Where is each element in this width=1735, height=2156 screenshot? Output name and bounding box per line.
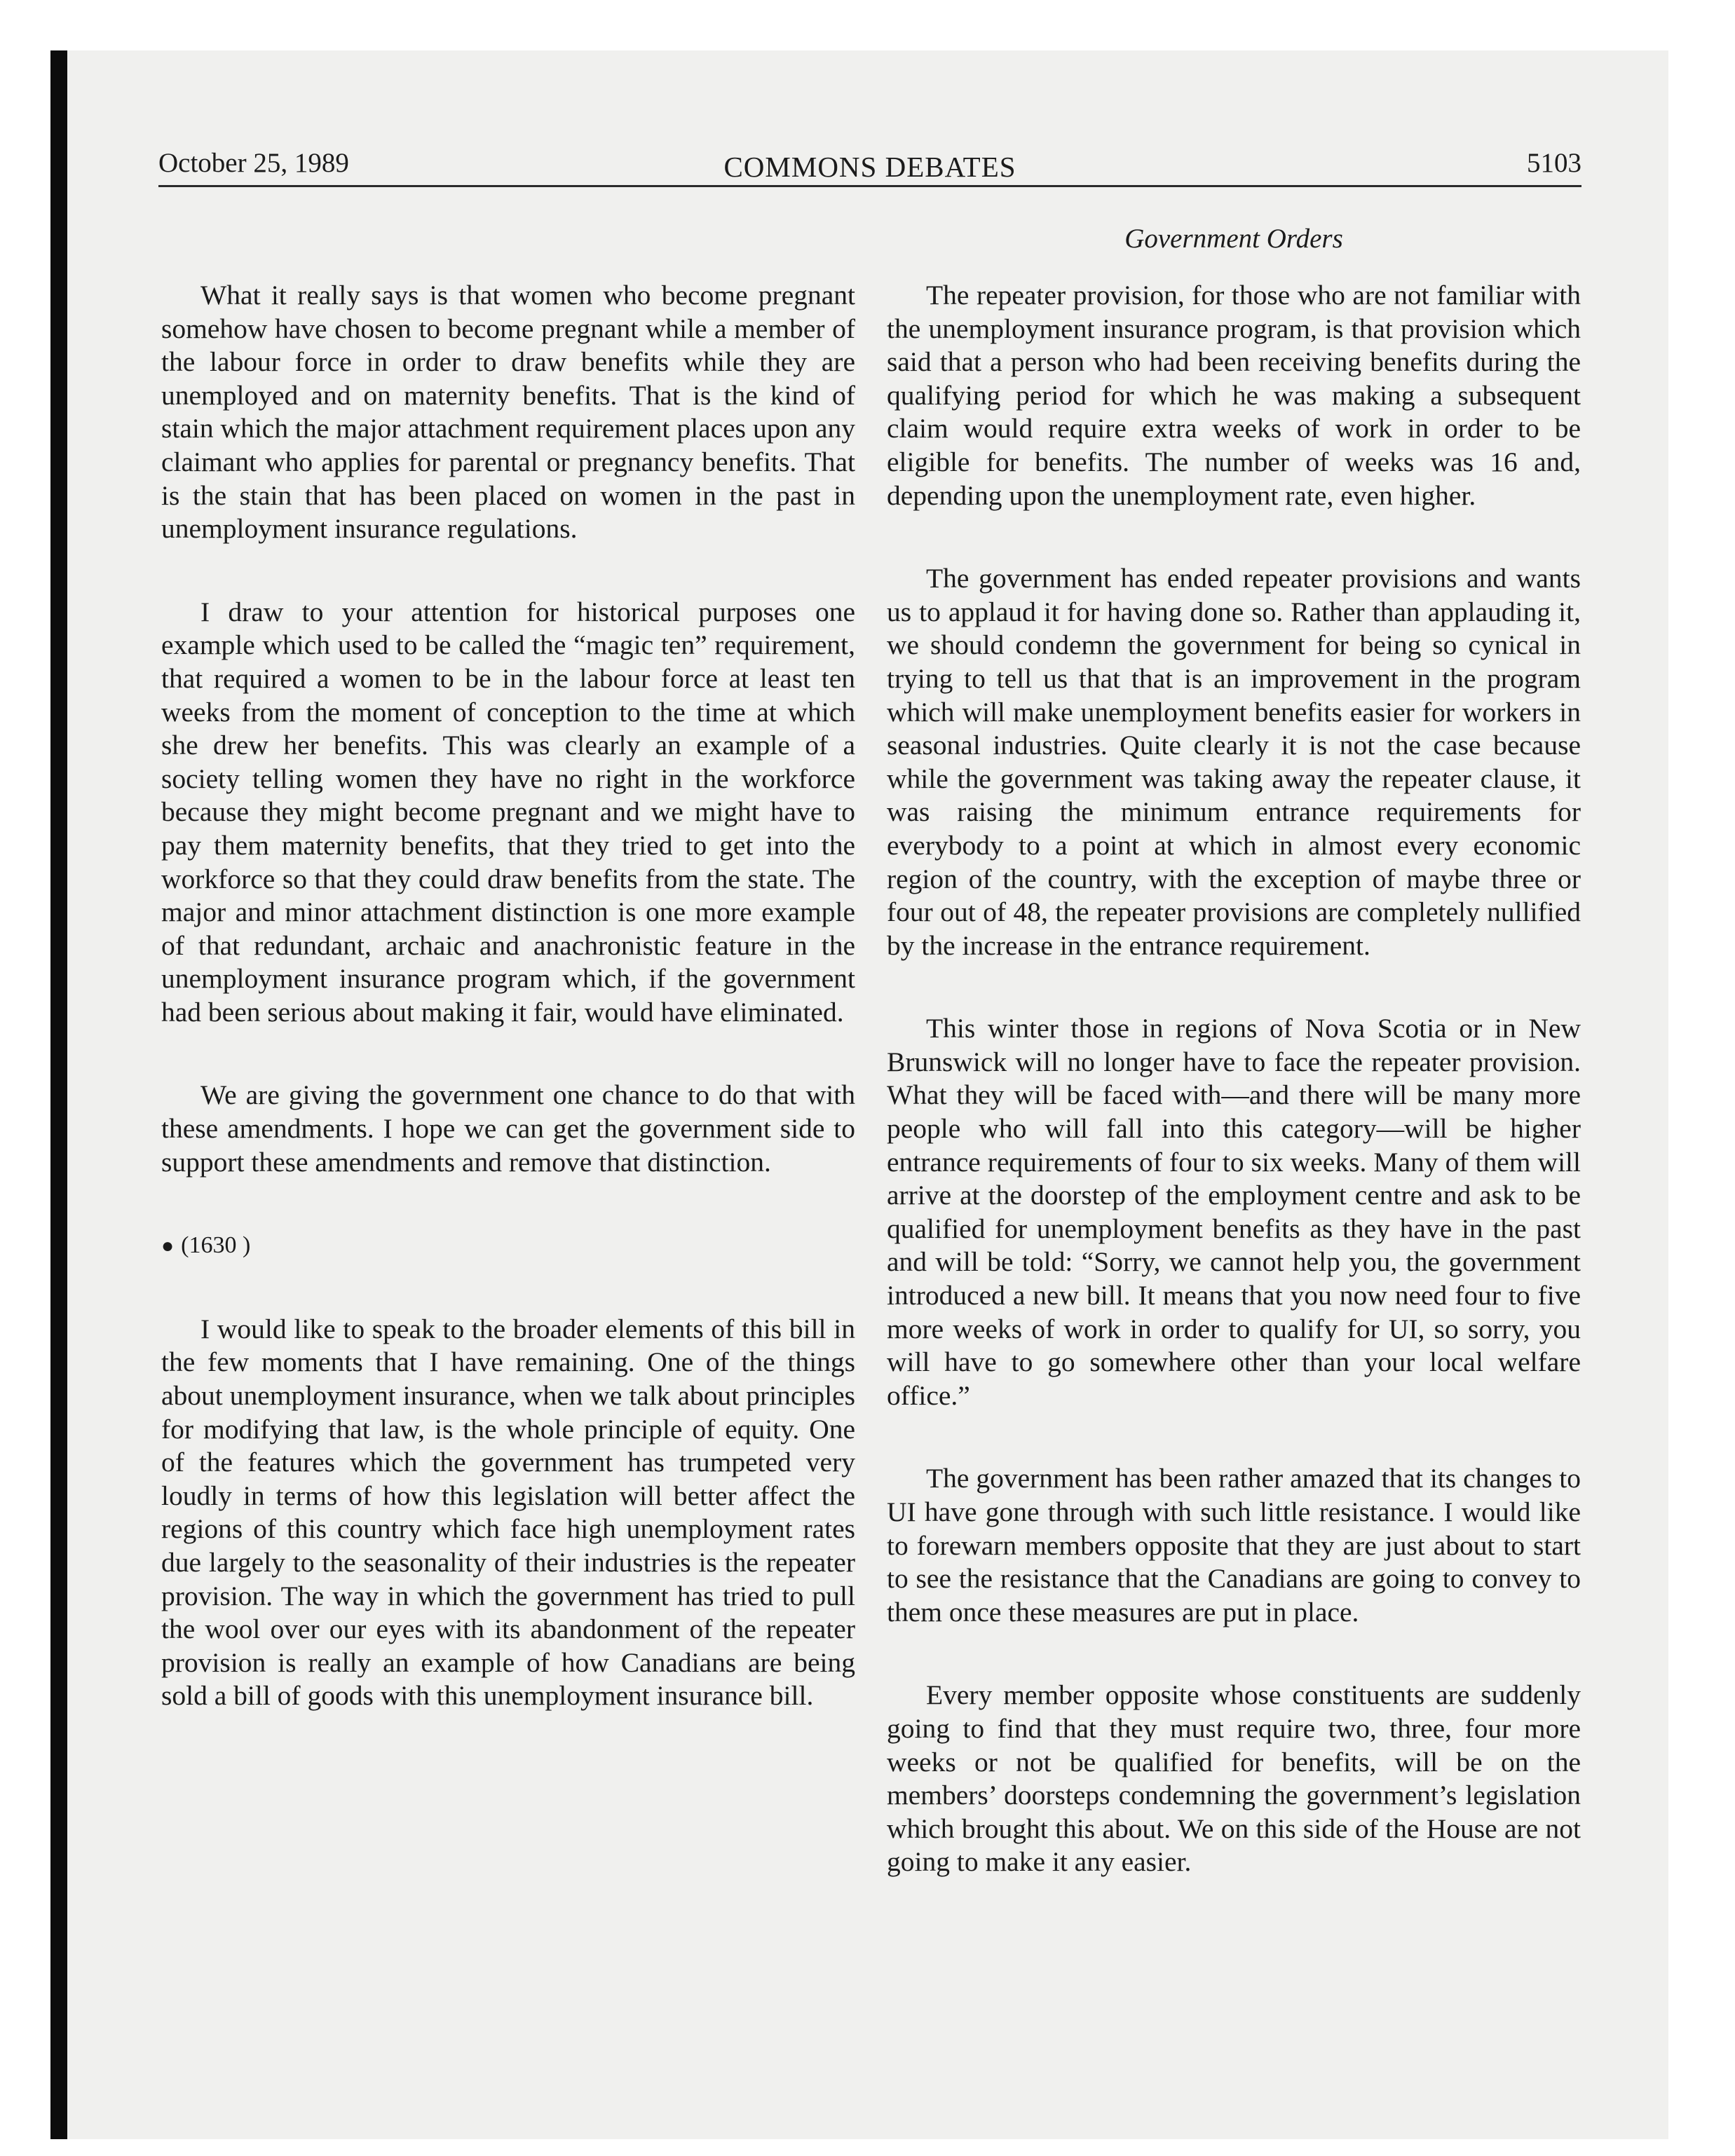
paragraph: The repeater provision, for those who are not familiar with the unemployment insurance program, is that provision which said that a person who had been receiving benefits during the qualifying period for which he was making a subsequent claim would require extra weeks of work in order to be eligible for benefits. The number of weeks was 16 and, depending upon the unemployment rate, even higher. (887, 280, 1581, 511)
scan-edge (50, 50, 67, 2139)
paragraph: We are giving the government one chance to do that with these amendments. I hope we can get the government side to support these amendments and remove that distinction. (161, 1079, 855, 1178)
header-rule (158, 185, 1581, 187)
header-title: COMMONS DEBATES (723, 151, 1016, 183)
bullet-icon: ● (161, 1234, 175, 1258)
page-number: 5103 (1527, 148, 1581, 178)
paragraph: What it really says is that women who become pregnant somehow have chosen to become pregnant while a member of the labour force in order to draw benefits while they are unemployed and on maternity benefits. That is the kind of stain which the major attachment requirement places upon any claimant who applies for parental or pregnancy benefits. That is the stain that has been placed on women in the past in unemployment insurance regulations. (161, 280, 855, 545)
right-column (887, 279, 1581, 1929)
paragraph: Every member opposite whose constituents are suddenly going to find that they must require two, three, four more weeks or not be qualified for benefits, will be on the members’ doorsteps condemning the government’s legislation which brought this about. We on this side of the House are not going to make it any easier. (887, 1679, 1581, 1878)
header-date: October 25, 1989 (158, 148, 349, 178)
paragraph: The government has been rather amazed that its changes to UI have gone through with such little resistance. I would like to forewarn members opposite that they are just about to start to see the resistance that the Canadians are going to convey to them once these measures are put in place. (887, 1463, 1581, 1628)
left-column (161, 279, 855, 1763)
page-header (158, 140, 1581, 189)
paragraph: I would like to speak to the broader elements of this bill in the few moments that I have remaining. One of the things about unemployment insurance, when we talk about principles for modifying that law, is the whole principle of equity. One of the features which the government has trumpeted very loudly in terms of how this legislation will better affect the regions of this country which face high unemployment rates due largely to the seasonality of their industries is the repeater provision. The way in which the government has tried to pull the wool over our eyes with its abandonment of the repeater provision is really an example of how Canadians are being sold a bill of goods with this unemployment insurance bill. (161, 1313, 855, 1712)
time-marker-text: (1630 ) (181, 1232, 251, 1259)
paragraph: This winter those in regions of Nova Scotia or in New Brunswick will no longer have to face the repeater provision. What they will be faced with—and there will be many more people who will fall into this category—will be higher entrance requirements of four to six weeks. Many of them will arrive at the doorstep of the employment centre and ask to be qualified for unemployment benefits as they have in the past and will be told: “Sorry, we cannot help you, the government introduced a new bill. It means that you now need four to five more weeks of work in order to qualify for UI, so sorry, you will have to go somewhere other than your local welfare office.” (887, 1013, 1581, 1411)
time-marker (161, 1229, 855, 1263)
paragraph: The government has ended repeater provisions and wants us to applaud it for having done so. Rather than applauding it, we should condemn the government for being so cynical in trying to tell us that that is an improvement in the program which will make unemployment benefits easier for workers in seasonal industries. Quite clearly it is not the case because while the government was taking away the repeater clause, it was raising the minimum entrance requirements for everybody to a point at which in almost every economic region of the country, with the exception of maybe three or four out of 48, the repeater provisions are completely nullified by the increase in the entrance requirement. (887, 563, 1581, 961)
section-title: Government Orders (1124, 224, 1343, 254)
paragraph: I draw to your attention for historical purposes one example which used to be called the “magic ten” requirement, that required a women to be in the labour force at least ten weeks from the moment of conception to the time at which she drew her benefits. This was clearly an example of a society telling women they have no right in the workforce because they might become pregnant and we might have to pay them maternity benefits, that they tried to get into the workforce so that they could draw benefits from the state. The major and minor attachment distinction is one more example of that redundant, archaic and anachronistic feature in the unemployment insurance program which, if the government had been serious about making it fair, would have eliminated. (161, 596, 855, 1028)
